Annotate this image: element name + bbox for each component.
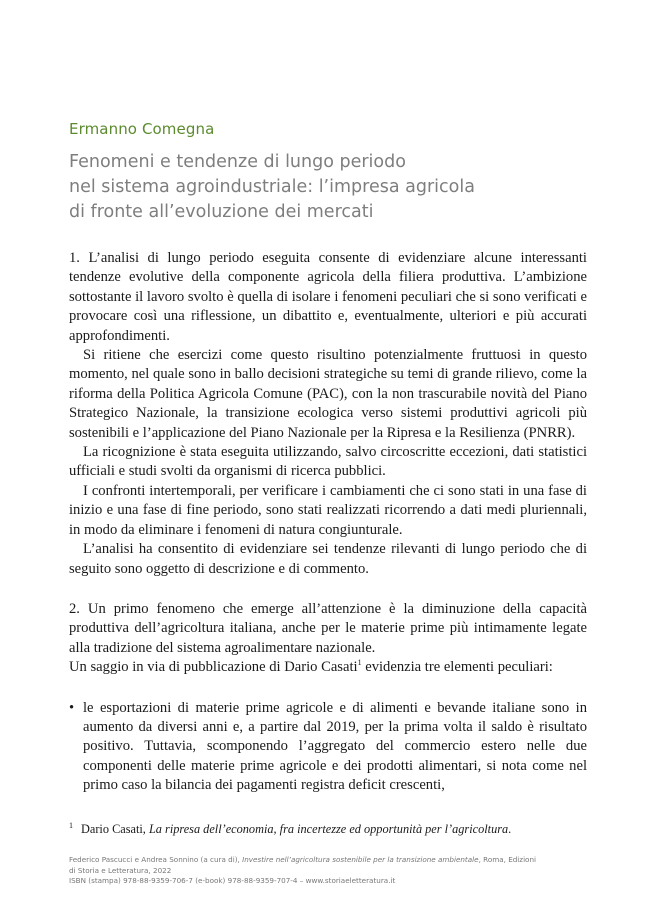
paragraph-1: 1. L’analisi di lungo periodo eseguita consente di evidenziare alcune interessanti tendenze evolutive della componente agricola della filiera produttiva. L’ambizione sottostante il lavoro svolto è quella di isolare i fenomeni peculiari che si sono verificati e provocare così una riflessione, un dibattito e, eventualmente, ulteriori e più accurati approfondimenti.: [69, 250, 587, 344]
footnote-title: La ripresa dell’economia, fra incertezze ed opportunità per l’agricoltura: [148, 822, 509, 836]
footnote-end: .: [508, 822, 512, 836]
list-item: [69, 699, 587, 796]
list-item-text: le esportazioni di materie prime agricole e di alimenti e bevande italiane sono in aumento da diversi anni e, a partire dal 2019, per la prima volta il saldo è risultato positivo. Tuttavia, scomponendo l’aggregato del commercio estero nelle due componenti delle materie prime agricole e dei prodotti alimentari, si nota come nel primo caso la bilancia dei pagamenti registra deficit crescenti,: [83, 699, 587, 794]
paragraph-7: [69, 658, 587, 677]
paragraph-3: La ricognizione è stata eseguita utilizzando, salvo circoscritte eccezioni, dati statistici ufficiali e studi svolti da organismi di ricerca pubblici.: [69, 444, 587, 480]
paragraph-4: I confronti intertemporali, per verificare i cambiamenti che ci sono stati in una fase di inizio e una fase di fine periodo, sono stati realizzati ricorrendo a dati medi pluriennali, in modo da eliminare i fenomeni di natura congiunturale.: [69, 482, 587, 538]
paragraph-7-text: Un saggio in via di pubblicazione di Dario Casati: [69, 659, 358, 676]
paragraph-7-text-end: evidenzia tre elementi peculiari:: [361, 659, 553, 676]
colophon-line-2: di Storia e Letteratura, 2022: [69, 865, 172, 875]
title-line-2: nel sistema agroindustriale: l’impresa agricola: [69, 177, 475, 197]
footnote: [69, 821, 589, 837]
title-line-1: Fenomeni e tendenze di lungo periodo: [69, 152, 406, 172]
colophon-publisher: , Roma, Edizioni: [478, 855, 537, 864]
section-gap: [69, 579, 587, 600]
colophon-line-1: [69, 855, 609, 866]
colophon-book-title: Investire nell’agricoltura sostenibile per la transizione ambientale: [242, 855, 479, 864]
paragraph-5: L’analisi ha consentito di evidenziare sei tendenze rilevanti di lungo periodo che di seguito sono oggetto di descrizione e di commento.: [69, 541, 587, 577]
paragraph-6: 2. Un primo fenomeno che emerge all’attenzione è la diminuzione della capacità produttiva dell’agricoltura italiana, anche per le materie prime più intimamente legate alla tradizione del sistema agroalimentare nazionale.: [69, 600, 587, 656]
list-gap: [69, 678, 587, 699]
title-line-3: di fronte all’evoluzione dei mercati: [69, 202, 374, 222]
bullet-icon: •: [69, 699, 75, 716]
colophon: [69, 855, 609, 887]
paragraph-2: Si ritiene che esercizi come questo risultino potenzialmente fruttuosi in questo momento, nel quale sono in ballo decisioni strategiche su temi di grande rilievo, come la riforma della Politica Agricola Comune (PAC), con la non trascurabile novità del Piano Strategico Nazionale, la transizione ecologica verso sistemi produttivi agricoli più sostenibili e l’applicazione del Piano Nazionale per la Ripresa e la Resilienza (PNRR).: [69, 347, 587, 441]
footnote-author: Dario Casati,: [81, 822, 149, 836]
colophon-isbn: ISBN (stampa) 978-88-9359-706-7 (e-book) 978-88-9359-707-4 – www.storiaeletteratura.it: [69, 876, 396, 885]
footnote-number: 1: [69, 820, 73, 830]
bullet-list: [69, 699, 587, 796]
colophon-editors: Federico Pascucci e Andrea Sonnino (a cura di),: [69, 855, 243, 864]
footnote-reference: 1: [357, 658, 362, 668]
article-title: [69, 150, 589, 225]
author-name: Ermanno Comegna: [69, 120, 215, 138]
article-body: [69, 249, 587, 796]
